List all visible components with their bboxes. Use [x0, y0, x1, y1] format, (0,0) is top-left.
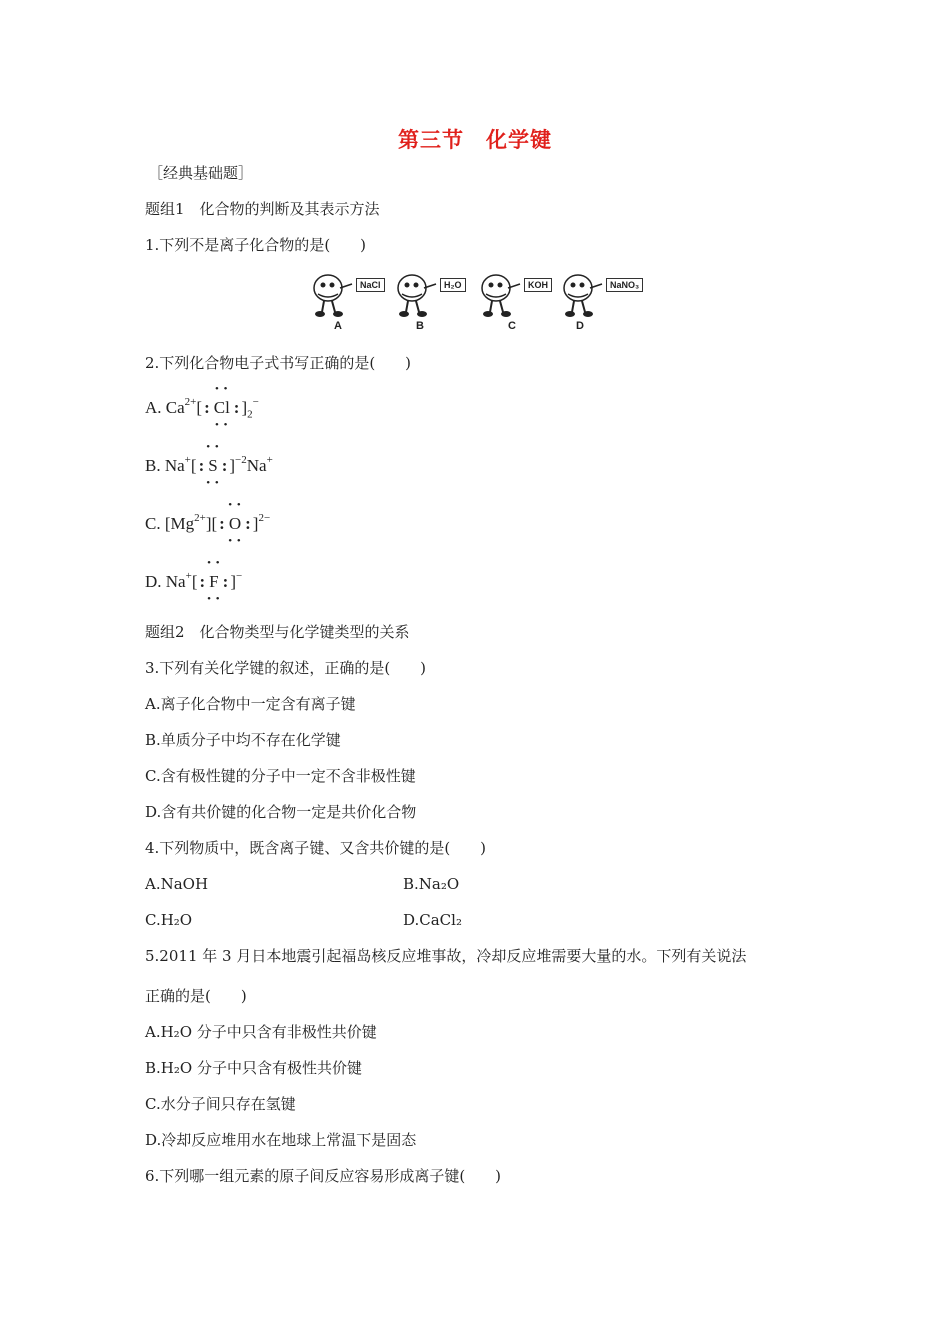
option-c-label: KOH: [524, 278, 552, 292]
question-6-stem: 6.下列哪一组元素的原子间反应容易形成离子键( ): [145, 1167, 502, 1185]
section-heading: ［经典基础题］: [148, 164, 254, 182]
group-heading-1: 题组1 化合物的判断及其表示方法: [145, 200, 380, 218]
sulfur-atom: • • S • •: [206, 441, 220, 489]
option-c-mascot: [476, 268, 556, 320]
q4-option-c: C.H₂O: [145, 911, 193, 929]
group-heading-2: 题组2 化合物类型与化学键类型的关系: [145, 623, 410, 641]
chlorine-atom: • • Cl • •: [213, 383, 230, 431]
page-title: 第三节 化学键: [398, 128, 552, 152]
q2-option-b: B. Na+[ : • • S • • : ]$^{-2}$Na+: [145, 441, 273, 489]
cartoon-mascot-icon: [308, 268, 354, 320]
q3-option-b: B.单质分子中均不存在化学键: [145, 731, 341, 749]
question-5-stem-line-2: 正确的是( ): [145, 987, 247, 1005]
q5-option-c: C.水分子间只存在氢键: [145, 1095, 296, 1113]
q2-option-a: A. $Ca^{2+}$[ : • • Cl • • : ]$_2^-$: [145, 383, 259, 431]
option-a-mascot: [308, 268, 388, 320]
option-d-mascot: [558, 268, 638, 320]
question-1-figure: [308, 268, 648, 338]
option-b-mascot: [392, 268, 472, 320]
oxygen-atom: • • O • •: [228, 499, 242, 547]
question-4-stem: 4.下列物质中，既含离子键、又含共价键的是( ): [145, 839, 487, 857]
option-d-label: NaNO₃: [606, 278, 643, 292]
question-3-stem: 3.下列有关化学键的叙述，正确的是( ): [145, 659, 427, 677]
question-2-stem: 2.下列化合物电子式书写正确的是( ): [145, 354, 412, 372]
cartoon-mascot-icon: [392, 268, 438, 320]
cartoon-mascot-icon: [476, 268, 522, 320]
question-5-stem-line-1: 5.2011 年 3 月日本地震引起福岛核反应堆事故，冷却反应堆需要大量的水。下列有关说法: [145, 947, 747, 965]
q5-option-a: A.H₂O 分子中只含有非极性共价键: [145, 1023, 377, 1041]
cartoon-mascot-icon: [558, 268, 604, 320]
q5-option-b: B.H₂O 分子中只含有极性共价键: [145, 1059, 362, 1077]
option-d-letter: D: [576, 320, 584, 332]
q4-option-d: D.CaCl₂: [403, 911, 462, 929]
q3-option-a: A.离子化合物中一定含有离子键: [145, 695, 356, 713]
option-b-letter: B: [416, 320, 424, 332]
option-b-label: H₂O: [440, 278, 466, 292]
q4-option-a: A.NaOH: [145, 875, 209, 893]
q3-option-d: D.含有共价键的化合物一定是共价化合物: [145, 803, 417, 821]
question-1-stem: 1.下列不是离子化合物的是( ): [145, 236, 367, 254]
option-a-letter: A: [334, 320, 342, 332]
q3-option-c: C.含有极性键的分子中一定不含非极性键: [145, 767, 416, 785]
fluorine-atom: • • F • •: [207, 557, 221, 605]
option-c-letter: C: [508, 320, 516, 332]
q2-option-d: D. Na+[ : • • F • • : ]−: [145, 557, 243, 605]
q5-option-d: D.冷却反应堆用水在地球上常温下是固态: [145, 1131, 417, 1149]
option-a-label: NaCl: [356, 278, 385, 292]
q4-option-b: B.Na₂O: [403, 875, 460, 893]
q2-option-c: C. $[Mg^{2+}]$[ : • • O • • : ]$^{2-}$: [145, 499, 271, 547]
